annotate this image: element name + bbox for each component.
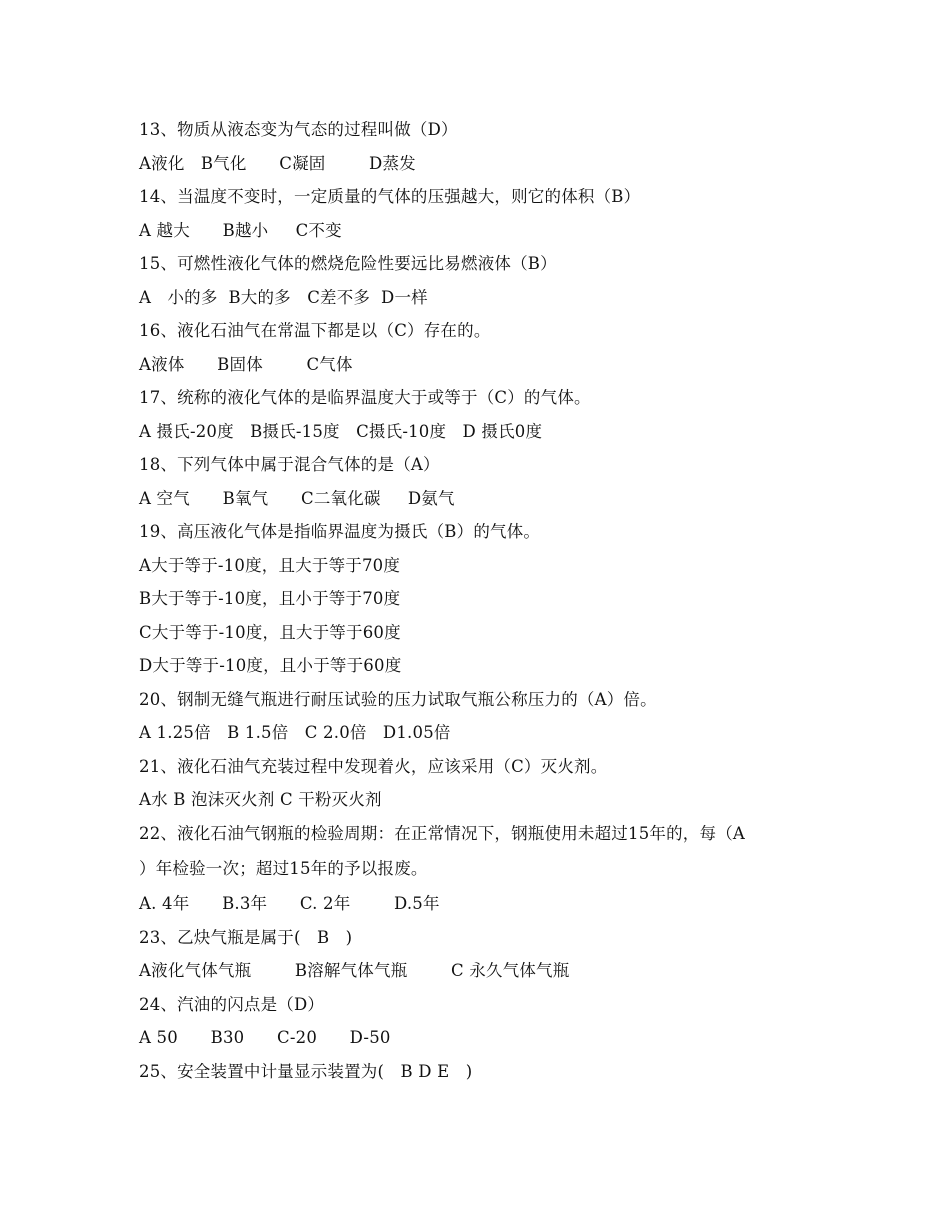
question-14: 14、当温度不变时，一定质量的气体的压强越大，则它的体积（B） bbox=[139, 187, 641, 206]
options-17: A 摄氏-20度 B摄氏-15度 C摄氏-10度 D 摄氏0度 bbox=[139, 422, 543, 441]
question-15: 15、可燃性液化气体的燃烧危险性要远比易燃液体（B） bbox=[139, 254, 557, 273]
option-19-d: D大于等于-10度，且小于等于60度 bbox=[139, 656, 402, 675]
question-16: 16、液化石油气在常温下都是以（C）存在的。 bbox=[139, 321, 491, 340]
options-16: A液体 B固体 C气体 bbox=[139, 355, 353, 374]
question-24: 24、汽油的闪点是（D） bbox=[139, 995, 325, 1014]
options-24: A 50 B30 C-20 D-50 bbox=[139, 1028, 391, 1047]
options-18: A 空气 B氧气 C二氧化碳 D氨气 bbox=[139, 489, 455, 508]
options-13: A液化 B气化 C凝固 D蒸发 bbox=[139, 154, 416, 173]
question-22: 22、液化石油气钢瓶的检验周期：在正常情况下，钢瓶使用未超过15年的，每（A bbox=[139, 824, 746, 843]
option-19-b: B大于等于-10度，且小于等于70度 bbox=[139, 589, 401, 608]
options-14: A 越大 B越小 C不变 bbox=[139, 221, 342, 240]
options-15: A 小的多 B大的多 C差不多 D一样 bbox=[139, 288, 428, 307]
option-19-a: A大于等于-10度，且大于等于70度 bbox=[139, 556, 401, 575]
question-17: 17、统称的液化气体的是临界温度大于或等于（C）的气体。 bbox=[139, 388, 591, 407]
options-22: A. 4年 B.3年 C. 2年 D.5年 bbox=[139, 894, 440, 913]
options-23: A液化气体气瓶 B溶解气体气瓶 C 永久气体气瓶 bbox=[139, 961, 570, 980]
question-19: 19、高压液化气体是指临界温度为摄氏（B）的气体。 bbox=[139, 522, 541, 541]
question-25: 25、安全装置中计量显示装置为( B D E ) bbox=[139, 1062, 473, 1081]
question-23: 23、乙炔气瓶是属于( B ) bbox=[139, 928, 353, 947]
option-19-c: C大于等于-10度，且大于等于60度 bbox=[139, 623, 401, 642]
question-13: 13、物质从液态变为气态的过程叫做（D） bbox=[139, 120, 458, 139]
options-21: A水 B 泡沫灭火剂 C 干粉灭火剂 bbox=[139, 790, 382, 809]
question-18: 18、下列气体中属于混合气体的是（A） bbox=[139, 455, 440, 474]
question-22-continued: ）年检验一次；超过15年的予以报废。 bbox=[139, 859, 428, 878]
question-21: 21、液化石油气充装过程中发现着火，应该采用（C）灭火剂。 bbox=[139, 757, 608, 776]
options-20: A 1.25倍 B 1.5倍 C 2.0倍 D1.05倍 bbox=[139, 723, 451, 742]
question-20: 20、钢制无缝气瓶进行耐压试验的压力试取气瓶公称压力的（A）倍。 bbox=[139, 690, 657, 709]
